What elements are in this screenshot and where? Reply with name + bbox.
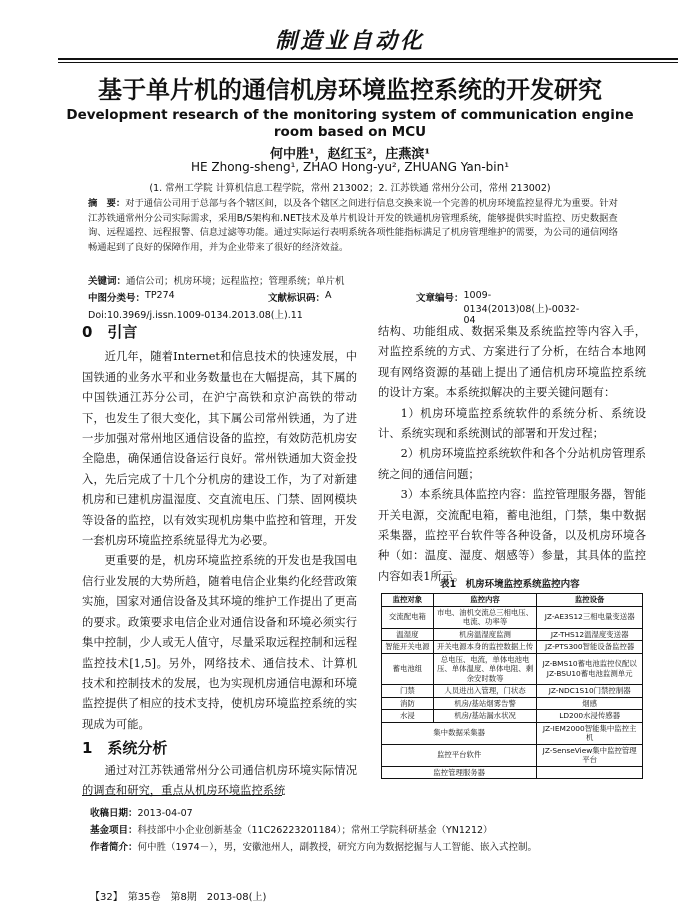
table-row	[382, 653, 643, 685]
monitoring-table	[381, 593, 643, 779]
article-value: 1009-0134(2013)08(上)-0032-04	[463, 290, 580, 326]
authors-zh: 何中胜¹，赵红玉²，庄燕滨¹	[269, 147, 431, 162]
keywords-text: 通信公司；机房环境；远程监控；管理系统；单片机	[126, 276, 345, 287]
clc-label: 中图分类号：	[88, 293, 146, 304]
paper-title-zh: 基于单片机的通信机房环境监控系统的开发研究	[98, 75, 602, 104]
doi: Doi:10.3969/j.issn.1009-0134.2013.08(上).11	[88, 310, 303, 321]
table-row	[382, 697, 643, 710]
table-cell: 机房/基站烟雾告警	[433, 697, 537, 710]
table-row	[382, 628, 643, 641]
table-cell: JZ-NDC1S10门禁控制器	[537, 685, 643, 698]
table-cell: 机房温湿度监测	[433, 628, 537, 641]
journal-masthead: 制造业自动化	[274, 28, 425, 54]
table-row	[382, 766, 643, 779]
right-paragraph-1: 结构、功能组成、数据采集及系统监控等内容入手，对监控系统的方式、方案进行了分析，在结合本地网现有网络资源的基础上提出了通信机房环境监控系统的设计方案。本系统拟解决的主要关键问题有：	[378, 325, 646, 400]
keywords-label: 关键词：	[88, 276, 127, 287]
table-row	[382, 710, 643, 723]
authors-en: HE Zhong-sheng¹, ZHAO Hong-yu², ZHUANG Yan-bin¹	[190, 160, 510, 174]
table-caption: 表1 机房环境监控系统监控内容	[440, 579, 580, 590]
fund-label: 基金项目：	[90, 825, 138, 836]
table-row	[382, 641, 643, 654]
paper-title-en: Development research of the monitoring system of communication engine room based on MCU	[66, 107, 634, 140]
table-cell: 烟感	[537, 697, 643, 710]
abstract-text: 对于通信公司用于总部与各个辖区间，以及各个辖区之间进行信息交换来说一个完善的机房环境监控显得尤为重要。针对江苏铁通常州分公司实际需求，采用B/S架构和.NET技术及单片机设计开发的铁通机房管理系统，能够提供实时监控、历史数据查询、远程遥控、远程报警、信息过滤等功能。通过实际运行表明系统各项性能指标满足了机房管理维护的需要，为公司的通信网络畅通起到了良好的保障作用，并为企业带来了很好的经济效益。	[88, 198, 618, 253]
table-cell: 开关电源本身的监控数据上传	[433, 641, 537, 654]
table-cell: JZ-PTS300智能设备监控器	[537, 641, 643, 654]
table-row	[382, 722, 643, 744]
section-1-paragraph-1: 通过对江苏铁通常州分公司通信机房环境实际情况的调查和研究，重点从机房环境监控系统	[82, 763, 357, 797]
table-header-cell: 监控设备	[537, 594, 643, 607]
table-cell: 市电、油机交流总三相电压、电流、功率等	[433, 606, 537, 628]
footnote-author	[90, 839, 670, 853]
table-cell: LD200水浸传感器	[537, 710, 643, 723]
left-column	[82, 322, 357, 801]
table-cell: 监控管理服务器	[382, 766, 537, 779]
footnote-received	[90, 805, 670, 819]
abstract	[88, 197, 622, 255]
table-cell: 总电压、电流，单体电池电压、单体温度、单体电阻、剩余安时数等	[433, 653, 537, 685]
right-paragraph-4: 3）本系统具体监控内容：监控管理服务器，智能开关电源，交流配电箱，蓄电池组，门禁，集中数据采集器，监控平台软件等各种设备，以及机房环境各种（如：温度、湿度、烟感等）参量，其具体的监控内容如表1所示。	[378, 488, 646, 583]
footnote-fund	[90, 822, 670, 836]
section-0-heading: 0 引言	[82, 323, 138, 341]
table-cell: JZ-AE3S12三相电量变送器	[537, 606, 643, 628]
affiliation: (1. 常州工学院 计算机信息工程学院，常州 213002；2. 江苏铁通 常州分公司，常州 213002)	[149, 183, 551, 194]
table-cell: 集中数据采集器	[382, 722, 537, 744]
doccode-label: 文献标识码：	[268, 293, 326, 304]
right-paragraph-2: 1）机房环境监控系统软件的系统分析、系统设计、系统实现和系统测试的部署和开发过程；	[378, 406, 646, 441]
doccode-value: A	[325, 290, 332, 301]
table-header-row	[382, 594, 643, 607]
table-cell: JZ-BMS10蓄电池监控仪配以JZ-BSU10蓄电池监测单元	[537, 653, 643, 685]
right-column	[378, 322, 646, 587]
keywords	[88, 273, 622, 287]
table-cell	[537, 766, 643, 779]
table-row	[382, 685, 643, 698]
right-paragraph-3: 2）机房环境监控系统软件和各个分站机房管理系统之间的通信问题；	[378, 447, 646, 481]
author-bio-value: 何中胜（1974－），男，安徽池州人，副教授，研究方向为数据挖掘与人工智能、嵌入式控制。	[137, 842, 537, 853]
section-1-heading: 1 系统分析	[82, 739, 168, 758]
table-cell: JZ-SenseView集中监控管理平台	[537, 744, 643, 766]
table-cell: 消防	[382, 697, 434, 710]
footnote-rule	[82, 795, 282, 796]
table-row	[382, 744, 643, 766]
table-cell: 水浸	[382, 710, 434, 723]
article-label: 文章编号：	[416, 293, 464, 304]
table-cell: 人员进出入管理，门状态	[433, 685, 537, 698]
section-0-paragraph-1: 近几年，随着Internet和信息技术的快速发展，中国铁通的业务水平和业务数量也在大幅提高，其下属的中国铁通江苏分公司，在沪宁高铁和京沪高铁的带动下，也发生了很大变化，其下属公司常州铁通，为了进一步加强对常州地区通信设备的监控，有效防范机房安全隐患，确保通信设备运行良好。常州铁通加大资金投入，先后完成了十几个分机房的建设工作，为了对新建机房和已建机房温湿度、交直流电压、门禁、固网模块等设备的监控，以有效实现机房集中监控和管理，开发一套机房环境监控系统显得尤为必要。	[82, 350, 357, 548]
section-0-paragraph-2: 更重要的是，机房环境监控系统的开发也是我国电信行业发展的大势所趋，随着电信企业集约化经营政策实施，国家对通信设备及其环境的维护工作提出了更高的要求。政策要求电信企业对通信设备和环境必须实行集中控制，少人或无人值守，尽量采取远程控制和远程监控技术[1,5]。另外，网络技术、通信技术、计算机技术和控制技术的发展，也为实现机房通信电源和环境监控提供了相应的技术支持，使机房环境监控系统的实现成为可能。	[82, 554, 357, 731]
author-bio-label: 作者简介：	[90, 842, 138, 853]
table-cell: 交流配电箱	[382, 606, 434, 628]
table-cell: 智能开关电源	[382, 641, 434, 654]
table-cell: JZ-THS12温湿度变送器	[537, 628, 643, 641]
clc-value: TP274	[145, 290, 175, 301]
received-value: 2013-04-07	[137, 808, 193, 819]
table-cell: 门禁	[382, 685, 434, 698]
table-header-cell: 监控对象	[382, 594, 434, 607]
table-header-cell: 监控内容	[433, 594, 537, 607]
header-rule-thin	[58, 62, 678, 63]
table-cell: 机房/基站漏水状况	[433, 710, 537, 723]
table-cell: 温湿度	[382, 628, 434, 641]
fund-value: 科技部中小企业创新基金（11C26223201184）；常州工学院科研基金（YN1212）	[137, 825, 493, 836]
table-cell: JZ-IEM2000智能集中监控主机	[537, 722, 643, 744]
header-rule	[58, 58, 678, 60]
page-footer: 【32】 第35卷 第8期 2013-08(上)	[90, 892, 267, 903]
abstract-label: 摘 要：	[88, 198, 126, 209]
table-row	[382, 606, 643, 628]
table-cell: 蓄电池组	[382, 653, 434, 685]
table-cell: 监控平台软件	[382, 744, 537, 766]
received-label: 收稿日期：	[90, 808, 138, 819]
